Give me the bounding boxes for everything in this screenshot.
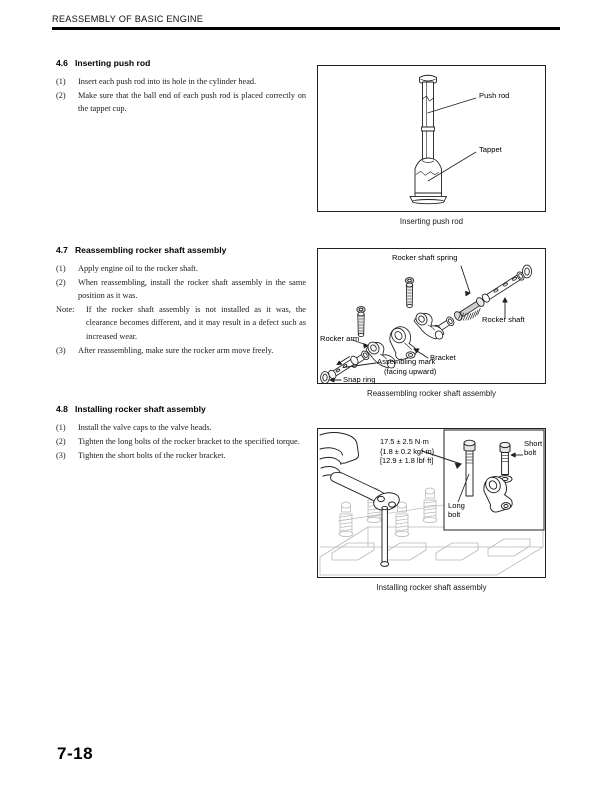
page-header bbox=[52, 14, 560, 30]
page-number: 7-18 bbox=[57, 744, 94, 763]
item-marker: (3) bbox=[56, 451, 66, 461]
label-assembling-mark: Assembling mark bbox=[377, 357, 436, 366]
item-text: Install the valve caps to the valve heads. bbox=[78, 423, 212, 433]
label-rocker-arm: Rocker arm bbox=[320, 334, 360, 343]
figure-installing-rocker-shaft bbox=[317, 428, 546, 592]
label-rocker-shaft: Rocker shaft bbox=[482, 315, 525, 324]
text-column bbox=[56, 58, 306, 464]
list-item bbox=[56, 435, 306, 448]
item-text: Tighten the short bolts of the rocker bracket. bbox=[78, 451, 226, 461]
section-4-6-number: 4.6 bbox=[56, 58, 68, 68]
section-4-6-heading bbox=[56, 58, 306, 68]
item-text: Apply engine oil to the rocker shaft. bbox=[78, 263, 199, 273]
section-4-7-number: 4.7 bbox=[56, 244, 68, 255]
list-item bbox=[56, 89, 306, 115]
list-item bbox=[56, 449, 306, 462]
label-push-rod: Push rod bbox=[479, 91, 510, 100]
list-item bbox=[56, 75, 306, 88]
item-text: After reassembling, make sure the rocker arm move freely. bbox=[78, 345, 274, 355]
figure-1-caption: Inserting push rod bbox=[399, 217, 464, 226]
item-marker: (3) bbox=[56, 345, 66, 355]
figure-3-box bbox=[317, 428, 546, 578]
section-4-7-heading bbox=[56, 245, 306, 255]
label-rocker-shaft-spring: Rocker shaft spring bbox=[392, 253, 458, 262]
section-4-6-title: Inserting push rod bbox=[74, 58, 151, 68]
torque-spec-block bbox=[380, 437, 434, 466]
label-snap-ring: Snap ring bbox=[343, 375, 376, 384]
list-item bbox=[56, 421, 306, 434]
section-4-7 bbox=[56, 245, 306, 357]
item-marker: (1) bbox=[56, 263, 66, 273]
item-marker: (2) bbox=[56, 437, 66, 447]
item-marker: (2) bbox=[56, 91, 66, 101]
section-4-7-title: Reassembling rocker shaft assembly bbox=[74, 244, 227, 255]
item-text: Insert each push rod into its hole in the cylinder head. bbox=[78, 77, 257, 86]
torque-nm: 17.5 ± 2.5 N·m bbox=[380, 437, 429, 446]
note-marker: Note: bbox=[56, 305, 75, 315]
label-short-bolt-line2: bolt bbox=[524, 448, 537, 457]
list-item bbox=[56, 344, 306, 357]
list-item bbox=[56, 276, 306, 302]
figure-2-caption: Reassembling rocker shaft assembly bbox=[367, 389, 496, 398]
label-short-bolt: Short bbox=[524, 439, 543, 448]
label-tappet: Tappet bbox=[479, 145, 502, 154]
item-text: Make sure that the ball end of each push rod is placed correctly on the tappet cup. bbox=[78, 91, 306, 114]
label-long-bolt-line2: bolt bbox=[448, 510, 461, 519]
figure-3-caption: Installing rocker shaft assembly bbox=[376, 583, 487, 592]
item-marker: (2) bbox=[56, 277, 66, 287]
item-marker: (1) bbox=[56, 423, 66, 433]
item-marker: (1) bbox=[56, 77, 66, 86]
section-4-6 bbox=[56, 58, 306, 116]
list-item bbox=[56, 262, 306, 275]
torque-kgfm: {1.8 ± 0.2 kgf·m} bbox=[380, 446, 435, 456]
note-text: If the rocker shaft assembly is not installed as it was, the clearance becomes different, and it may result in a defect such as increased wear. bbox=[86, 305, 306, 341]
push-rod-drawing bbox=[318, 66, 545, 211]
label-bracket: Bracket bbox=[430, 353, 456, 362]
section-4-8-number: 4.8 bbox=[56, 404, 68, 415]
figure-2-box bbox=[317, 248, 546, 384]
section-4-8-title: Installing rocker shaft assembly bbox=[74, 404, 206, 415]
item-text: Tighten the long bolts of the rocker bracket to the specified torque. bbox=[78, 437, 300, 447]
header-title: REASSEMBLY OF BASIC ENGINE bbox=[52, 14, 204, 24]
figure-reassembling-rocker-shaft bbox=[317, 248, 546, 398]
section-4-8 bbox=[56, 404, 306, 463]
header-rule bbox=[52, 27, 560, 30]
item-text: When reassembling, install the rocker shaft assembly in the same position as it was. bbox=[78, 277, 306, 301]
section-4-8-heading bbox=[56, 404, 306, 414]
figure-1-box bbox=[317, 65, 546, 212]
label-assembling-mark-sub: (facing upward) bbox=[384, 367, 437, 376]
note-block bbox=[56, 303, 306, 343]
label-long-bolt: Long bbox=[448, 501, 465, 510]
figure-inserting-push-rod bbox=[317, 65, 546, 226]
torque-lbfft: [12.9 ± 1.8 lbf·ft] bbox=[380, 456, 434, 466]
